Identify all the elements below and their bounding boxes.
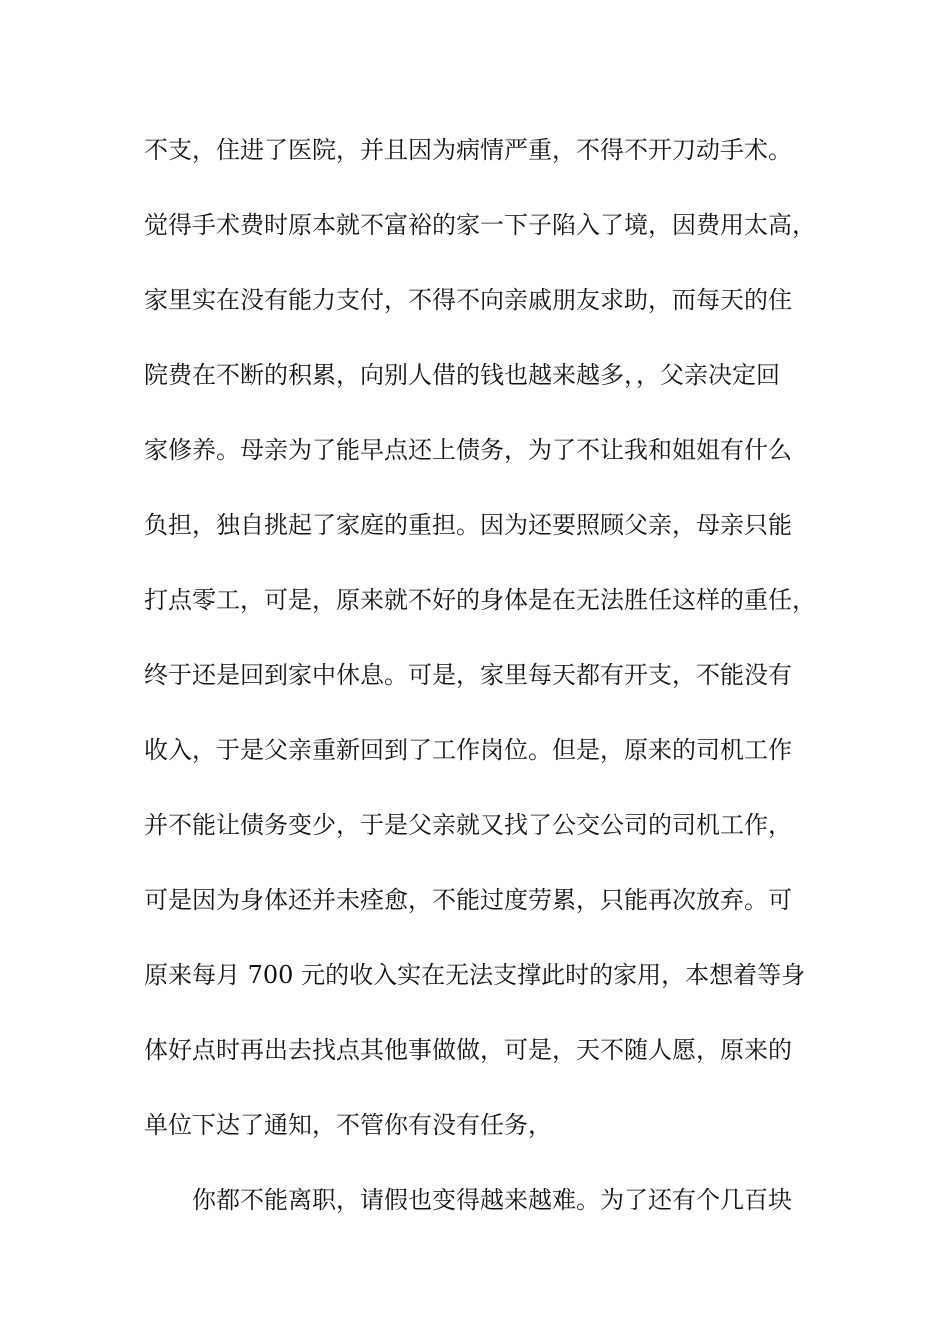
text-line: 终于还是回到家中休息。可是，家里每天都有开支，不能没有 [144, 661, 792, 689]
paragraph-start-line: 你都不能离职，请假也变得越来越难。为了还有个几百块 [192, 1186, 792, 1214]
text-line: 院费在不断的积累，向别人借的钱也越来越多，，父亲决定回 [144, 361, 780, 389]
text-line: 负担，独自挑起了家庭的重担。因为还要照顾父亲，母亲只能 [144, 511, 792, 539]
text-line: 体好点时再出去找点其他事做做，可是，天不随人愿，原来的 [144, 1036, 792, 1064]
text-line: 单位下达了通知，不管你有没有任务， [144, 1111, 552, 1139]
text-line: 觉得手术费时原本就不富裕的家一下子陷入了境，因费用太高， [144, 211, 816, 239]
text-line: 可是因为身体还并未痊愈，不能过度劳累，只能再次放弃。可 [144, 886, 792, 914]
text-line: 打点零工，可是，原来就不好的身体是在无法胜任这样的重任， [144, 586, 816, 614]
text-line: 不支，住进了医院，并且因为病情严重，不得不开刀动手术。 [144, 136, 792, 164]
text-line: 家里实在没有能力支付，不得不向亲戚朋友求助，而每天的住 [144, 286, 792, 314]
text-line: 家修养。母亲为了能早点还上债务，为了不让我和姐姐有什么 [144, 436, 792, 464]
text-line: 并不能让债务变少，于是父亲就又找了公交公司的司机工作， [144, 811, 792, 839]
text-line: 收入，于是父亲重新回到了工作岗位。但是，原来的司机工作 [144, 736, 792, 764]
body-text [144, 128, 844, 1253]
text-line: 原来每月 700 元的收入实在无法支撑此时的家用，本想着等身 [144, 961, 806, 989]
